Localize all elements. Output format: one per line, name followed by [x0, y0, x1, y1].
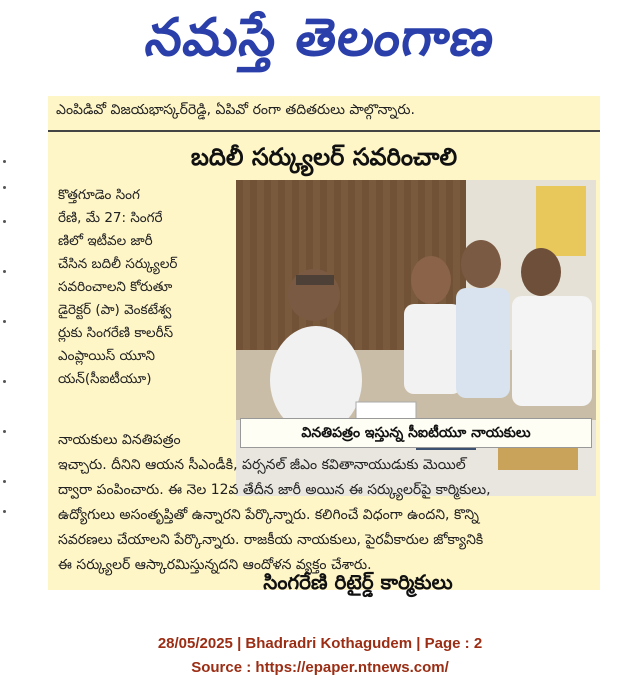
edition-info: 28/05/2025 | Bhadradri Kothagudem | Page : 2: [157, 635, 483, 652]
text-line: నాయకులు వినతిపత్రం: [58, 432, 181, 448]
news-clipping: [48, 96, 600, 594]
next-article-headline-cut: [198, 570, 518, 594]
text-line: యన్(సీఐటీయూ): [58, 371, 152, 387]
article-column: [58, 184, 230, 391]
text-line: ఎంప్లాయిస్ యూని: [58, 348, 155, 364]
source-link[interactable]: Source : https://epaper.ntnews.com/: [191, 659, 449, 676]
text-line: ఈ సర్క్యులర్ ఆస్కారమిస్తున్నదని ఆందోళన వ్యక్తం చేశారు.: [58, 557, 372, 573]
text-line: ఉద్యోగులు అసంతృప్తితో ఉన్నారని పేర్కొన్నారు. కలిగించే విధంగా ఉందని, కొన్ని: [58, 507, 480, 523]
text-line: రేణి, మే 27: సింగరే: [58, 210, 163, 226]
text-line: ఇచ్చారు. దీనిని ఆయన సీఎండీకి, పర్సనల్ జీఎం కవితానాయుడుకు మెయిల్: [58, 457, 466, 473]
masthead: [0, 0, 640, 80]
article-paragraph: [58, 428, 594, 578]
previous-article-tail: ఎంపిడివో విజయభాస్కర్‌రెడ్డి, ఏపివో రంగా తదితరులు పాల్గొన్నారు.: [56, 102, 415, 118]
text-line: డైరెక్టర్ (పా) వెంకటేశ్వ: [58, 302, 172, 318]
page-footer: [0, 632, 640, 680]
text-line: కొత్తగూడెం సింగ: [58, 187, 140, 203]
text-line: ణిలో ఇటీవల జారీ: [58, 233, 153, 249]
text-line: ద్వారా పంపించారు. ఈ నెల 12వ తేదీన జారీ అయిన ఈ సర్క్యులర్‌పై కార్మికులు,: [58, 482, 491, 498]
text-line: సవరించాలని కోరుతూ: [58, 279, 173, 295]
text-line: చేసిన బదిలీ సర్క్యులర్: [58, 256, 178, 272]
text-line: సవరణలు చేయాలని పేర్కొన్నారు. రాజకీయ నాయకులు, పైరవీకారుల జోక్యానికి: [58, 532, 484, 548]
text-line: ర్లుకు సింగరేణి కాలరీస్: [58, 325, 174, 341]
next-headline-text: సింగరేణి రిటైర్డ్ కార్మికులు: [263, 570, 453, 594]
newspaper-logo: నమస్తే తెలంగాణ: [141, 8, 499, 68]
divider: [48, 130, 600, 132]
article-headline: బదిలీ సర్క్యులర్ సవరించాలి: [190, 143, 458, 171]
adjacent-column-edge: [0, 150, 12, 530]
photo-caption: వినతిపత్రం ఇస్తున్న సీఐటీయూ నాయకులు: [240, 418, 592, 448]
